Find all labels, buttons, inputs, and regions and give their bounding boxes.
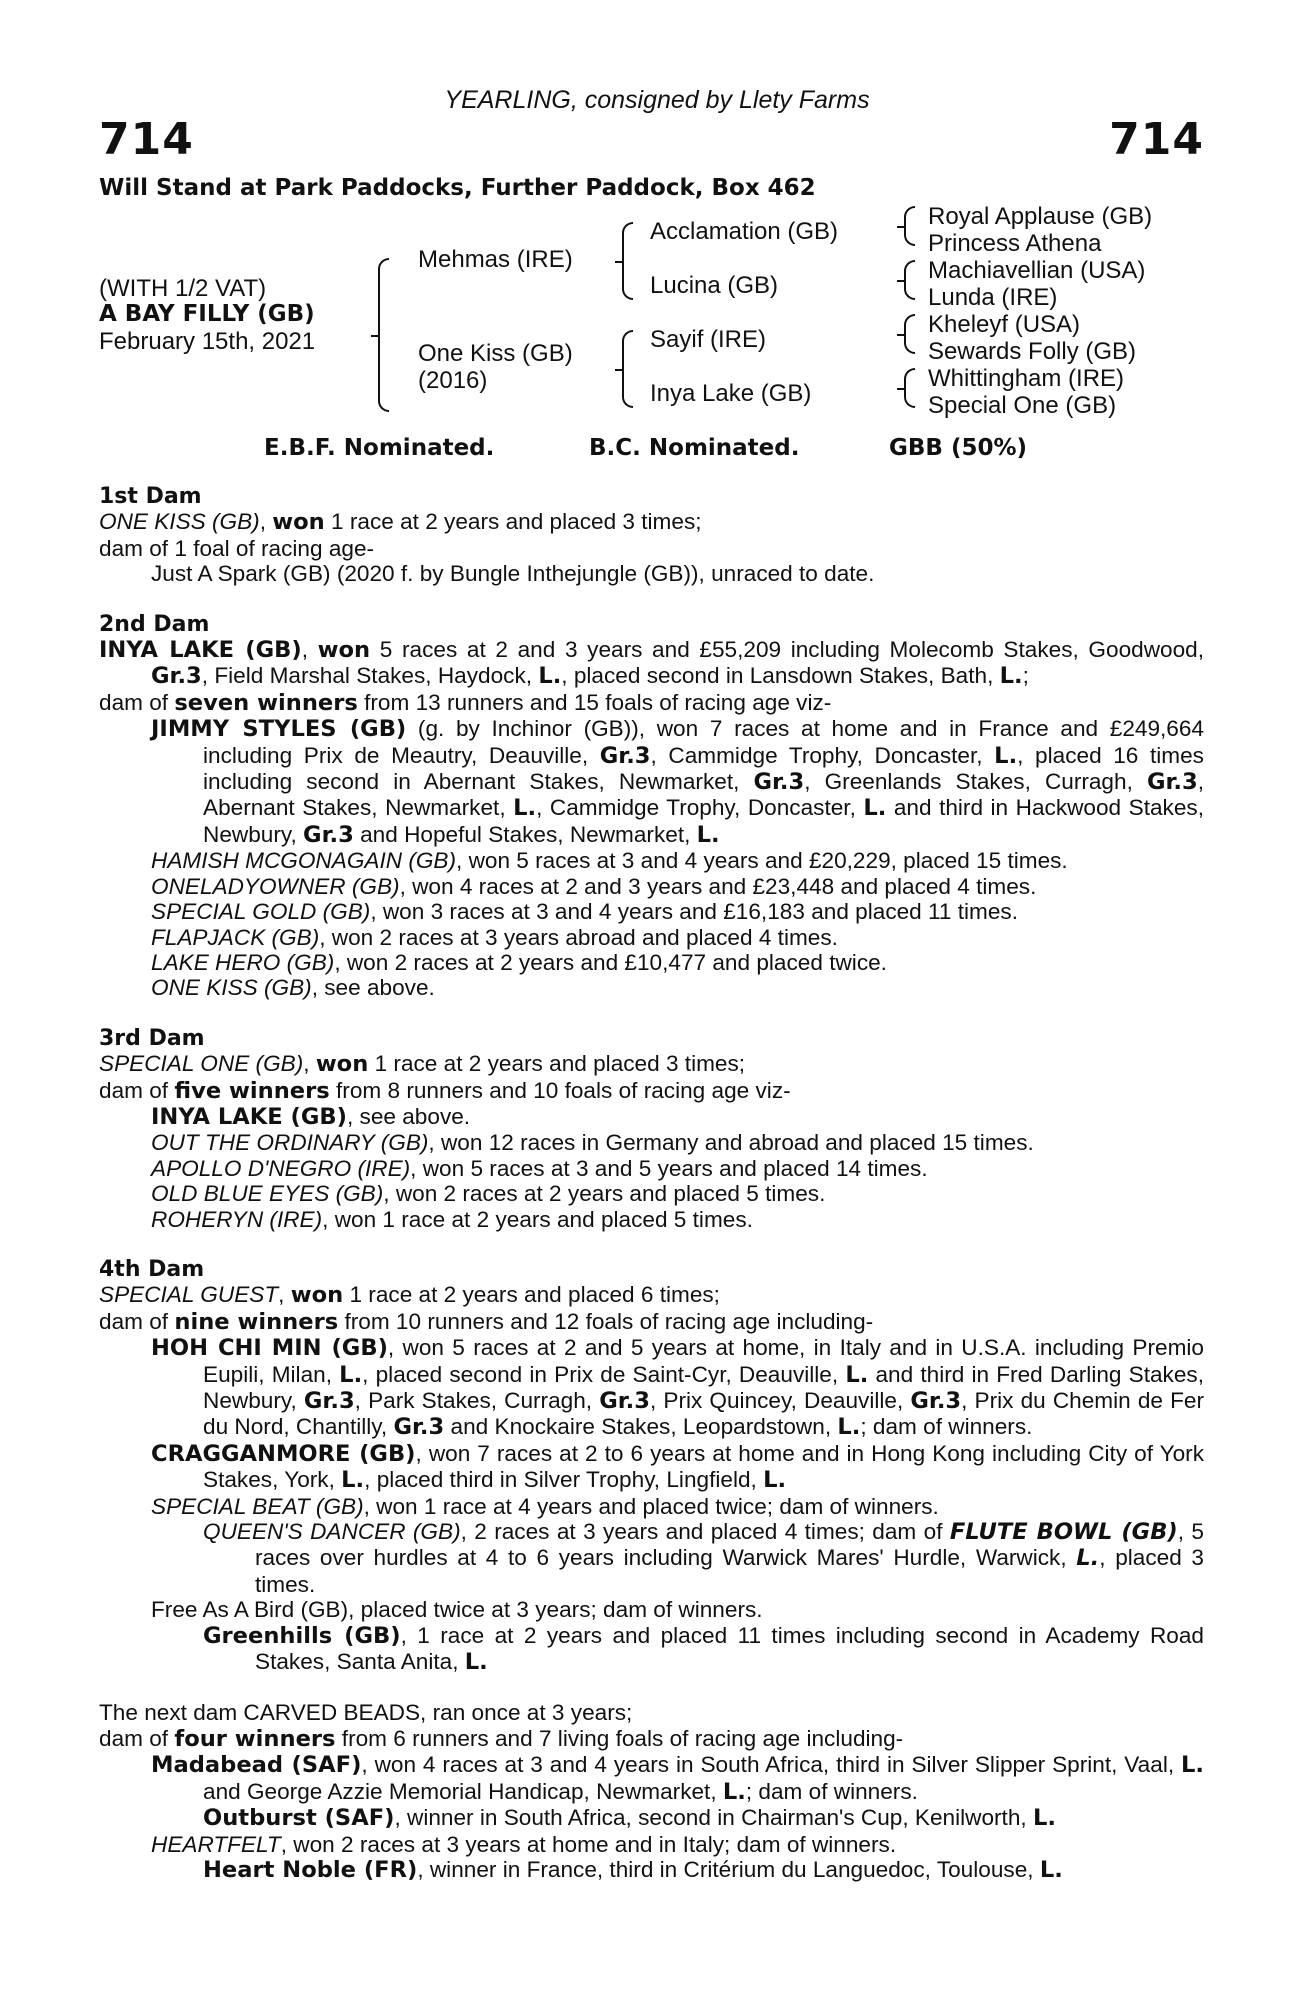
gg-kheleyf: Kheleyf (USA) (928, 311, 1081, 338)
catalogue-text (99, 484, 1204, 1883)
produce-entry-queens-dancer: QUEEN'S DANCER (GB), 2 races at 3 years and placed 4 times; dam of FLUTE BOWL (GB), 5 races over hurdles at 4 to 6 years including Warwick Mares' Hurdle, Warwick, L., placed 3 times. (203, 1519, 1204, 1597)
gbb-note: GBB (50%) (889, 435, 1028, 461)
produce-entry: APOLLO D'NEGRO (IRE), won 5 races at 3 and 5 years and placed 14 times. (151, 1155, 928, 1181)
produce-entry-madabead: Madabead (SAF), won 4 races at 3 and 4 years in South Africa, third in Silver Slipper Sprint, Vaal, L. and George Azzie Memorial Handicap, Newmarket, L.; dam of winners. (151, 1752, 1204, 1805)
gg-sewards-folly: Sewards Folly (GB) (928, 338, 1137, 365)
brace-horse (378, 258, 389, 412)
produce-entry: LAKE HERO (GB), won 2 races at 2 years and £10,477 and placed twice. (151, 949, 887, 975)
consignment-line: YEARLING, consigned by Llety Farms (444, 86, 870, 114)
first-dam-produce-intro: dam of 1 foal of racing age- (99, 535, 375, 561)
produce-entry: OLD BLUE EYES (GB), won 2 races at 2 years and placed 5 times. (151, 1181, 826, 1207)
produce-entry: ONELADYOWNER (GB), won 4 races at 2 and 3 years and £23,448 and placed 4 times. (151, 873, 1037, 899)
second-dam-heading: 2nd Dam (99, 611, 210, 637)
fourth-dam-line: SPECIAL GUEST, won 1 race at 2 years and placed 6 times; (99, 1282, 720, 1309)
produce-entry: SPECIAL GOLD (GB), won 3 races at 3 and 4 years and £16,183 and placed 11 times. (151, 899, 1019, 925)
produce-entry: INYA LAKE (GB), see above. (151, 1103, 471, 1130)
produce-entry-jimmy-styles: JIMMY STYLES (GB) (g. by Inchinor (GB)), won 7 races at home and in France and £249,664 including Prix de Meautry, Deauville, Gr.3, Cammidge Trophy, Doncaster, L., placed 16 times including second in Abernant Stakes, Newmarket, Gr.3, Greenlands Stakes, Curragh, Gr.3, Abernant Stakes, Newmarket, L., Cammidge Trophy, Doncaster, L. and third in Hackwood Stakes, Newbury, Gr.3 and Hopeful Stakes, Newmarket, L. (151, 716, 1204, 848)
sire-sire: Acclamation (GB) (650, 218, 839, 245)
brace-dam (622, 330, 633, 408)
produce-entry-cragganmore: CRAGGANMORE (GB), won 7 races at 2 to 6 years at home and in Hong Kong including City of York Stakes, York, L., placed third in Silver Trophy, Lingfield, L. (151, 1440, 1204, 1494)
next-dam-line: The next dam CARVED BEADS, ran once at 3 years; (99, 1700, 633, 1726)
gg-royal-applause: Royal Applause (GB) (928, 203, 1153, 230)
gg-princess-athena: Princess Athena (928, 230, 1102, 257)
produce-entry: ROHERYN (IRE), won 1 race at 2 years and placed 5 times. (151, 1206, 753, 1232)
produce-entry-heart-noble: Heart Noble (FR), winner in France, third in Critérium du Languedoc, Toulouse, L. (203, 1856, 1063, 1883)
produce-entry: SPECIAL BEAT (GB), won 1 race at 4 years and placed twice; dam of winners. (151, 1493, 939, 1519)
third-dam-heading: 3rd Dam (99, 1025, 205, 1051)
stand-location: Will Stand at Park Paddocks, Further Paddock, Box 462 (99, 175, 816, 201)
produce-entry: FLAPJACK (GB), won 2 races at 3 years abroad and placed 4 times. (151, 924, 838, 950)
brace-g3 (904, 314, 915, 354)
next-dam-produce-intro: dam of four winners from 6 runners and 7 living foals of racing age including- (99, 1725, 904, 1752)
dam: One Kiss (GB) (418, 340, 573, 367)
dam-sire: Sayif (IRE) (650, 326, 767, 353)
produce-entry-outburst: Outburst (SAF), winner in South Africa, second in Chairman's Cup, Kenilworth, L. (203, 1805, 1056, 1832)
produce-entry: Just A Spark (GB) (2020 f. by Bungle Inthejungle (GB)), unraced to date. (151, 561, 875, 587)
second-dam-line: INYA LAKE (GB), won 5 races at 2 and 3 years and £55,209 including Molecomb Stakes, Goodwood, Gr.3, Field Marshal Stakes, Haydock, L., placed second in Lansdown Stakes, Bath, L.; (99, 637, 1204, 690)
dam-year: (2016) (418, 367, 488, 394)
gg-special-one: Special One (GB) (928, 392, 1117, 419)
dam-dam: Inya Lake (GB) (650, 380, 812, 407)
brace-g1 (904, 206, 915, 246)
produce-entry: ONE KISS (GB), see above. (151, 975, 435, 1001)
third-dam-produce-intro: dam of five winners from 8 runners and 10 foals of racing age viz- (99, 1077, 791, 1104)
horse-dob: February 15th, 2021 (99, 328, 316, 355)
produce-entry: HEARTFELT, won 2 races at 3 years at home and in Italy; dam of winners. (151, 1831, 897, 1857)
lot-number-right: 714 (1109, 114, 1204, 165)
vat-note: (WITH 1/2 VAT) (99, 275, 267, 302)
produce-entry: HAMISH MCGONAGAIN (GB), won 5 races at 3 and 4 years and £20,229, placed 15 times. (151, 848, 1068, 874)
brace-g2 (904, 260, 915, 300)
gg-lunda: Lunda (IRE) (928, 284, 1058, 311)
gg-whittingham: Whittingham (IRE) (928, 365, 1125, 392)
produce-entry: OUT THE ORDINARY (GB), won 12 races in Germany and abroad and placed 15 times. (151, 1130, 1034, 1156)
sire: Mehmas (IRE) (418, 246, 573, 273)
produce-entry-greenhills: Greenhills (GB), 1 race at 2 years and placed 11 times including second in Academy Road Stakes, Santa Anita, L. (203, 1622, 1204, 1676)
brace-sire (622, 222, 633, 300)
brace-g4 (904, 368, 915, 408)
gg-machiavellian: Machiavellian (USA) (928, 257, 1146, 284)
ebf-nomination: E.B.F. Nominated. (264, 435, 495, 461)
first-dam-heading: 1st Dam (99, 484, 202, 509)
third-dam-line: SPECIAL ONE (GB), won 1 race at 2 years and placed 3 times; (99, 1051, 746, 1078)
second-dam-produce-intro: dam of seven winners from 13 runners and 15 foals of racing age viz- (99, 689, 832, 716)
lot-number-left: 714 (99, 114, 194, 165)
sire-dam: Lucina (GB) (650, 272, 779, 299)
bc-nomination: B.C. Nominated. (589, 435, 800, 461)
fourth-dam-heading: 4th Dam (99, 1256, 205, 1282)
produce-entry: Free As A Bird (GB), placed twice at 3 years; dam of winners. (151, 1597, 763, 1623)
produce-entry-hoh-chi-min: HOH CHI MIN (GB), won 5 races at 2 and 5 years at home, in Italy and in U.S.A. including Premio Eupili, Milan, L., placed second in Prix de Saint-Cyr, Deauville, L. and third in Fred Darling Stakes, Newbury, Gr.3, Park Stakes, Curragh, Gr.3, Prix Quincey, Deauville, Gr.3, Prix du Chemin de Fer du Nord, Chantilly, Gr.3 and Knockaire Stakes, Leopardstown, L.; dam of winners. (151, 1335, 1204, 1441)
fourth-dam-produce-intro: dam of nine winners from 10 runners and 12 foals of racing age including- (99, 1308, 874, 1335)
horse-name: A BAY FILLY (GB) (99, 301, 315, 327)
first-dam-line: ONE KISS (GB), won 1 race at 2 years and placed 3 times; (99, 509, 702, 536)
